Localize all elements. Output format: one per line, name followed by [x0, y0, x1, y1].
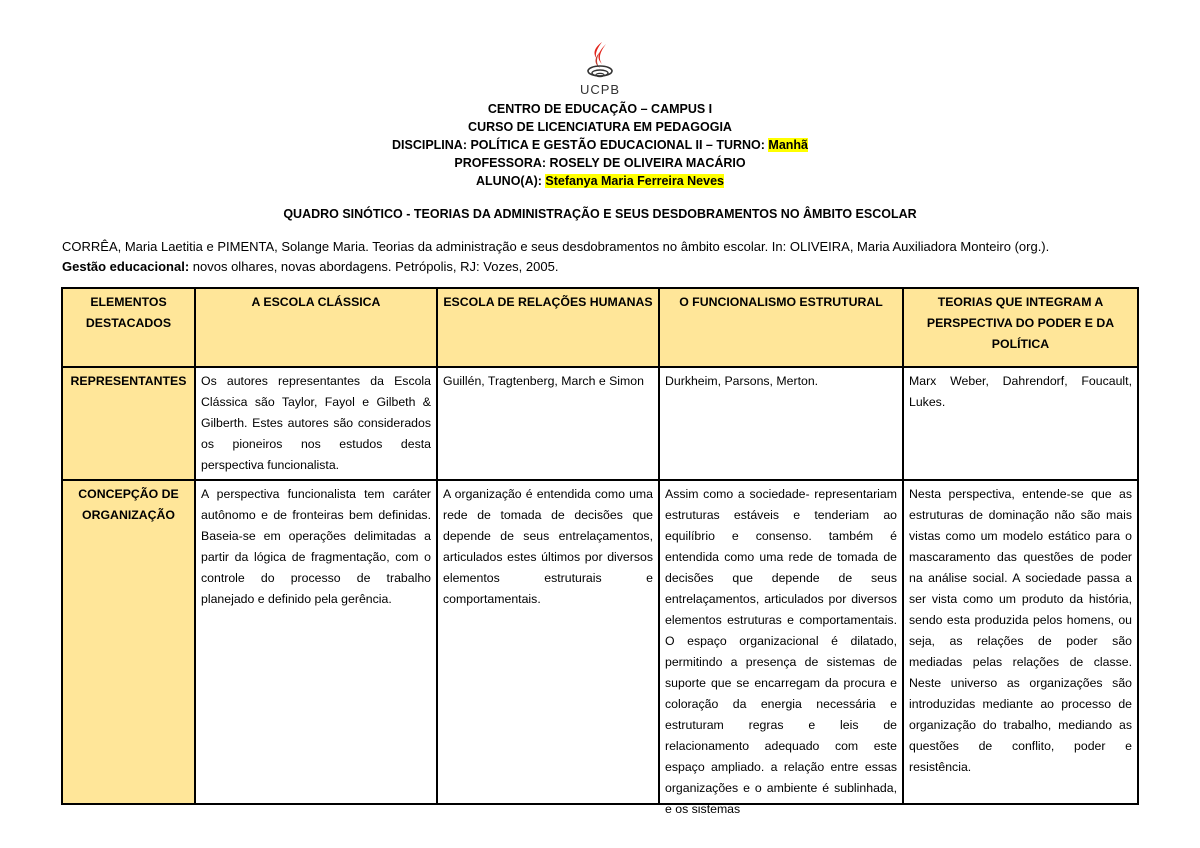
- table-cell: Marx Weber, Dahrendorf, Foucault, Lukes.: [903, 367, 1138, 480]
- table-header-row: [62, 288, 1138, 367]
- table-cell-clipped: [659, 480, 903, 816]
- document-title: QUADRO SINÓTICO - TEORIAS DA ADMINISTRAÇÃO E SEUS DESDOBRAMENTOS NO ÂMBITO ESCOLAR: [283, 207, 917, 221]
- table-cell: A perspectiva funcionalista tem caráter autônomo e de fronteiras bem definidas. Baseia-se em operações delimitadas a partir da lógica de fragmentação, com o controle do processo de trabalho planejado e definido pela gerência.: [195, 480, 437, 804]
- table-cell: Guillén, Tragtenberg, March e Simon: [437, 367, 659, 480]
- row-label: CONCEPÇÃO DE ORGANIZAÇÃO: [62, 480, 195, 804]
- header-line-center: CENTRO DE EDUCAÇÃO – CAMPUS I: [487, 102, 713, 116]
- table-header-cell: TEORIAS QUE INTEGRAM A PERSPECTIVA DO PODER E DA POLÍTICA: [903, 288, 1138, 367]
- row-label: REPRESENTANTES: [62, 367, 195, 480]
- header-line-professor: PROFESSORA: ROSELY DE OLIVEIRA MACÁRIO: [454, 156, 746, 170]
- citation-book-title: Gestão educacional:: [62, 259, 190, 274]
- table-row: [62, 480, 1138, 804]
- citation-publisher: novos olhares, novas abordagens. Petrópolis, RJ: Vozes, 2005.: [189, 259, 559, 274]
- header-line-student: [0, 172, 1200, 190]
- university-logo: [572, 40, 628, 96]
- header-line-course: CURSO DE LICENCIATURA EM PEDAGOGIA: [468, 120, 732, 134]
- student-label: ALUNO(A):: [475, 174, 546, 188]
- table-cell: Os autores representantes da Escola Clássica são Taylor, Fayol e Gilbeth & Gilberth. Estes autores são considerados os pioneiros nos estudos desta perspectiva funcionalista.: [195, 367, 437, 480]
- shift-highlight: Manhã: [768, 138, 808, 152]
- table-header-cell: A ESCOLA CLÁSSICA: [195, 288, 437, 367]
- discipline-label: DISCIPLINA: POLÍTICA E GESTÃO EDUCACIONAL II – TURNO:: [392, 138, 769, 152]
- clipped-text: Assim como a sociedade- representariam estruturas estáveis e tenderiam ao equilíbrio e consenso. também é entendida como uma rede de tomada de decisões que depende de seus entrelaçamentos, articulados por diversos elementos estruturas e comportamentais. O espaço organizacional é dilatado, permitindo a presença de sistemas de suporte que se encarregam da procura e coloração da energia necessária e estruturam regras e leis de relacionamento adequado com este espaço ampliado. a relação entre essas organizações e o ambiente é sublinhada, e os sistemas: [665, 487, 897, 816]
- institution-header: [0, 100, 1200, 190]
- table-cell: Nesta perspectiva, entende-se que as estruturas de dominação não são mais vistas como um modelo estático para o mascaramento das questões de poder na análise social. A sociedade passa a ser vista como um produto da história, sendo esta produzida pelos homens, ou seja, as relações de poder são mediadas pelas relações de classe. Neste universo as organizações são introduzidas mediante ao processo de organização do trabalho, mediando as questões de conflito, poder e resistência.: [903, 480, 1138, 804]
- table-header-cell: ELEMENTOS DESTACADOS: [62, 288, 195, 367]
- header-line-discipline: [0, 136, 1200, 154]
- table-header-cell: O FUNCIONALISMO ESTRUTURAL: [659, 288, 903, 367]
- table-header-cell: ESCOLA DE RELAÇÕES HUMANAS: [437, 288, 659, 367]
- table-cell: Durkheim, Parsons, Merton.: [659, 367, 903, 480]
- table-row: [62, 367, 1138, 480]
- logo-text: UCPB: [579, 82, 621, 97]
- citation-text: CORRÊA, Maria Laetitia e PIMENTA, Solange Maria. Teorias da administração e seus desdobramentos no âmbito escolar. In: OLIVEIRA, Maria Auxiliadora Monteiro (org.).: [62, 239, 1050, 254]
- citation: [62, 237, 1142, 277]
- student-name-highlight: Stefanya Maria Ferreira Neves: [545, 174, 724, 188]
- synoptic-table: [61, 287, 1139, 816]
- table-cell: A organização é entendida como uma rede de tomada de decisões que depende de seus entrelaçamentos, articulados estes últimos por diversos elementos estruturais e comportamentais.: [437, 480, 659, 804]
